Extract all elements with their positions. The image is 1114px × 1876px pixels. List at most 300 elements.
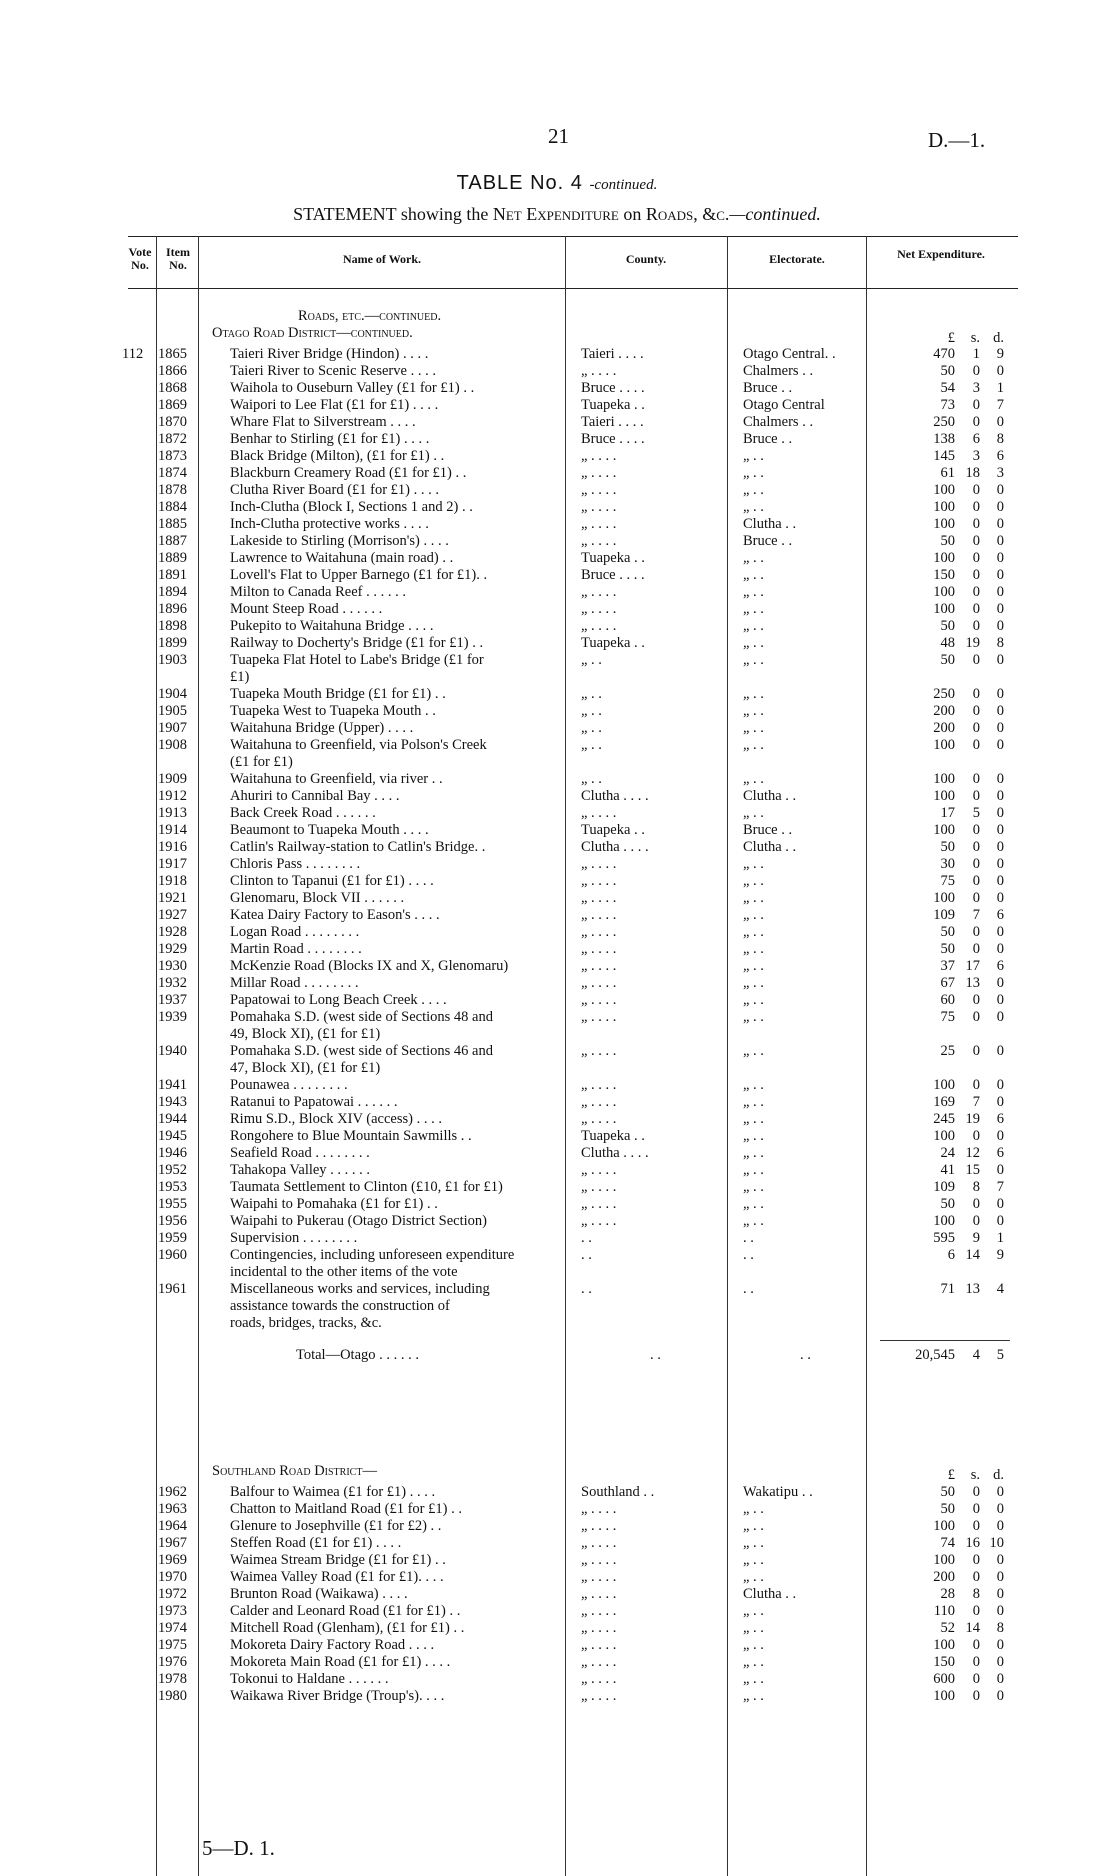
table-row xyxy=(0,1094,1114,1111)
item-number: 1873 xyxy=(158,448,187,464)
county: Bruce . . . . xyxy=(581,380,645,396)
work-name: 47, Block XI), (£1 for £1) xyxy=(230,1060,381,1076)
electorate: Bruce . . xyxy=(743,380,793,396)
county: Clutha . . . . xyxy=(581,1145,649,1161)
pence: 1 xyxy=(996,1230,1004,1246)
work-name: Inch-Clutha (Block I, Sections 1 and 2) . . xyxy=(230,499,473,515)
item-number: 1878 xyxy=(158,482,187,498)
electorate: „ . . xyxy=(743,1094,764,1110)
table-row xyxy=(0,975,1114,992)
work-name: Brunton Road (Waikawa) . . . . xyxy=(230,1586,408,1602)
item-number: 1921 xyxy=(158,890,187,906)
item-number: 1903 xyxy=(158,652,187,668)
pence: 6 xyxy=(996,1111,1004,1127)
work-name: Rongohere to Blue Mountain Sawmills . . xyxy=(230,1128,472,1144)
pence: 0 xyxy=(996,1671,1004,1687)
item-number: 1872 xyxy=(158,431,187,447)
pence: 0 xyxy=(996,924,1004,940)
table-row xyxy=(0,1247,1114,1264)
table-row xyxy=(0,1026,1114,1043)
shillings: 3 xyxy=(972,380,980,396)
shillings: 6 xyxy=(972,431,980,447)
shillings: 0 xyxy=(972,1518,980,1534)
table-row xyxy=(0,1586,1114,1603)
work-name: Taieri River Bridge (Hindon) . . . . xyxy=(230,346,429,362)
pounds: 100 xyxy=(933,771,955,787)
county: Tuapeka . . xyxy=(581,550,645,566)
electorate: „ . . xyxy=(743,567,764,583)
pence: 0 xyxy=(996,873,1004,889)
table-title-continued: -continued. xyxy=(589,177,658,193)
pence: 0 xyxy=(996,1603,1004,1619)
electorate: Clutha . . xyxy=(743,1586,797,1602)
county: „ . . . . xyxy=(581,975,617,991)
electorate: „ . . xyxy=(743,601,764,617)
item-number: 1955 xyxy=(158,1196,187,1212)
shillings: 0 xyxy=(972,788,980,804)
shillings: 0 xyxy=(972,686,980,702)
county: „ . . . . xyxy=(581,1552,617,1568)
county: „ . . . . xyxy=(581,1009,617,1025)
shillings: 0 xyxy=(972,839,980,855)
work-name: Chloris Pass . . . . . . . . xyxy=(230,856,361,872)
work-name: Catlin's Railway-station to Catlin's Bridge. . xyxy=(230,839,486,855)
table-row xyxy=(0,1145,1114,1162)
pence: 8 xyxy=(996,635,1004,651)
electorate: Chalmers . . xyxy=(743,414,814,430)
pence: 0 xyxy=(996,652,1004,668)
electorate: . . xyxy=(743,1247,754,1263)
item-number: 1961 xyxy=(158,1281,187,1297)
table-row xyxy=(0,1569,1114,1586)
pounds: 50 xyxy=(940,618,955,634)
pounds: 73 xyxy=(940,397,955,413)
table-row xyxy=(0,533,1114,550)
county: „ . . . . xyxy=(581,482,617,498)
county: „ . . . . xyxy=(581,1111,617,1127)
electorate: „ . . xyxy=(743,652,764,668)
shillings: 12 xyxy=(965,1145,980,1161)
item-number: 1869 xyxy=(158,397,187,413)
shillings: 0 xyxy=(972,1654,980,1670)
electorate: Otago Central. . xyxy=(743,346,836,362)
shillings: 0 xyxy=(972,1688,980,1704)
shillings: 0 xyxy=(972,1501,980,1517)
pence: 0 xyxy=(996,567,1004,583)
pounds: 50 xyxy=(940,1501,955,1517)
work-name: Beaumont to Tuapeka Mouth . . . . xyxy=(230,822,429,838)
table-row xyxy=(0,431,1114,448)
pence: 6 xyxy=(996,958,1004,974)
pounds: 71 xyxy=(940,1281,955,1297)
table-row xyxy=(0,1213,1114,1230)
shillings: 0 xyxy=(972,1196,980,1212)
work-name: Miscellaneous works and services, including xyxy=(230,1281,490,1297)
county: Taieri . . . . xyxy=(581,346,644,362)
shillings: 0 xyxy=(972,652,980,668)
table-row xyxy=(0,856,1114,873)
item-number: 1874 xyxy=(158,465,187,481)
otago-total-pounds: 20,545 xyxy=(915,1347,955,1363)
electorate: „ . . xyxy=(743,720,764,736)
electorate: „ . . xyxy=(743,856,764,872)
work-name: Back Creek Road . . . . . . xyxy=(230,805,376,821)
shillings: 8 xyxy=(972,1179,980,1195)
table-row xyxy=(0,1043,1114,1060)
pounds: 17 xyxy=(940,805,955,821)
shillings: 0 xyxy=(972,890,980,906)
table-row xyxy=(0,1315,1114,1332)
item-number: 1894 xyxy=(158,584,187,600)
electorate: „ . . xyxy=(743,1162,764,1178)
pence: 0 xyxy=(996,737,1004,753)
table-row xyxy=(0,992,1114,1009)
otago-total-electorate: . . xyxy=(800,1347,811,1363)
table-row xyxy=(0,516,1114,533)
electorate: „ . . xyxy=(743,1501,764,1517)
pence: 0 xyxy=(996,703,1004,719)
work-name: roads, bridges, tracks, &c. xyxy=(230,1315,382,1331)
shillings: 0 xyxy=(972,363,980,379)
work-name: Millar Road . . . . . . . . xyxy=(230,975,359,991)
shillings: 0 xyxy=(972,516,980,532)
work-name: Railway to Docherty's Bridge (£1 for £1) . . xyxy=(230,635,484,651)
county: Tuapeka . . xyxy=(581,397,645,413)
pounds: 100 xyxy=(933,550,955,566)
electorate: „ . . xyxy=(743,805,764,821)
table-row xyxy=(0,788,1114,805)
county: „ . . . . xyxy=(581,363,617,379)
item-number: 1916 xyxy=(158,839,187,855)
county: „ . . . . xyxy=(581,465,617,481)
item-number: 1970 xyxy=(158,1569,187,1585)
pence: 0 xyxy=(996,1213,1004,1229)
currency-header-otago xyxy=(0,330,1114,347)
shillings: 0 xyxy=(972,1043,980,1059)
electorate: „ . . xyxy=(743,1671,764,1687)
electorate: „ . . xyxy=(743,635,764,651)
shillings: 0 xyxy=(972,737,980,753)
pence: 7 xyxy=(996,1179,1004,1195)
work-name: Ratanui to Papatowai . . . . . . xyxy=(230,1094,398,1110)
pence: 0 xyxy=(996,805,1004,821)
statement-showing: showing the xyxy=(400,204,489,224)
pounds: 200 xyxy=(933,1569,955,1585)
item-number: 1887 xyxy=(158,533,187,549)
shillings: 0 xyxy=(972,1009,980,1025)
header-county: County. xyxy=(625,252,667,266)
county: „ . . . . xyxy=(581,1213,617,1229)
otago-total-shillings: 4 xyxy=(972,1347,980,1363)
work-name: Calder and Leonard Road (£1 for £1) . . xyxy=(230,1603,461,1619)
county: Clutha . . . . xyxy=(581,788,649,804)
county: „ . . xyxy=(581,652,602,668)
shillings: 7 xyxy=(972,1094,980,1110)
section-otago-district: Otago Road District—continued. xyxy=(212,325,413,341)
shillings: 0 xyxy=(972,771,980,787)
pounds: 595 xyxy=(933,1230,955,1246)
item-number: 1962 xyxy=(158,1484,187,1500)
electorate: „ . . xyxy=(743,1552,764,1568)
pence: 0 xyxy=(996,1518,1004,1534)
county: „ . . . . xyxy=(581,873,617,889)
county: „ . . . . xyxy=(581,1569,617,1585)
electorate: „ . . xyxy=(743,975,764,991)
table-row xyxy=(0,550,1114,567)
pence: 0 xyxy=(996,1552,1004,1568)
county: „ . . . . xyxy=(581,584,617,600)
work-name: Whare Flat to Silverstream . . . . xyxy=(230,414,416,430)
shillings: 3 xyxy=(972,448,980,464)
pence: 0 xyxy=(996,992,1004,1008)
table-row xyxy=(0,1009,1114,1026)
item-number: 1960 xyxy=(158,1247,187,1263)
table-row xyxy=(0,465,1114,482)
pence: 0 xyxy=(996,1196,1004,1212)
work-name: assistance towards the construction of xyxy=(230,1298,450,1314)
item-number: 1918 xyxy=(158,873,187,889)
shillings: 0 xyxy=(972,1637,980,1653)
work-name: Mount Steep Road . . . . . . xyxy=(230,601,383,617)
electorate: „ . . xyxy=(743,1196,764,1212)
county: Bruce . . . . xyxy=(581,431,645,447)
item-number: 1972 xyxy=(158,1586,187,1602)
work-name: Rimu S.D., Block XIV (access) . . . . xyxy=(230,1111,442,1127)
statement-net-expenditure: Net Expenditure xyxy=(492,204,619,224)
electorate: „ . . xyxy=(743,584,764,600)
electorate: „ . . xyxy=(743,448,764,464)
item-number: 1899 xyxy=(158,635,187,651)
item-number: 1870 xyxy=(158,414,187,430)
pounds: 30 xyxy=(940,856,955,872)
item-number: 1940 xyxy=(158,1043,187,1059)
item-number: 1896 xyxy=(158,601,187,617)
pounds: 50 xyxy=(940,652,955,668)
county: „ . . . . xyxy=(581,1535,617,1551)
header-item-no: Item No. xyxy=(166,245,190,272)
table-row xyxy=(0,499,1114,516)
pounds: 100 xyxy=(933,822,955,838)
pounds: 50 xyxy=(940,839,955,855)
pence: 0 xyxy=(996,618,1004,634)
shillings: 0 xyxy=(972,1671,980,1687)
work-name: Lawrence to Waitahuna (main road) . . xyxy=(230,550,454,566)
pence: 9 xyxy=(996,346,1004,362)
pounds: 50 xyxy=(940,924,955,940)
pence: 0 xyxy=(996,720,1004,736)
pounds: 100 xyxy=(933,601,955,617)
pounds: 28 xyxy=(940,1586,955,1602)
item-number: 1946 xyxy=(158,1145,187,1161)
table-row xyxy=(0,1077,1114,1094)
electorate: „ . . xyxy=(743,1535,764,1551)
pence-label: d. xyxy=(993,330,1004,346)
item-number: 1913 xyxy=(158,805,187,821)
table-row xyxy=(0,1637,1114,1654)
electorate: „ . . xyxy=(743,1518,764,1534)
pounds: 60 xyxy=(940,992,955,1008)
electorate: „ . . xyxy=(743,941,764,957)
electorate: Clutha . . xyxy=(743,788,797,804)
shillings: 17 xyxy=(965,958,980,974)
item-number: 1964 xyxy=(158,1518,187,1534)
pence: 0 xyxy=(996,788,1004,804)
shillings: 0 xyxy=(972,1213,980,1229)
pence: 0 xyxy=(996,1077,1004,1093)
pounds: 100 xyxy=(933,1213,955,1229)
work-name: Blackburn Creamery Road (£1 for £1) . . xyxy=(230,465,467,481)
county: „ . . . . xyxy=(581,499,617,515)
item-number: 1963 xyxy=(158,1501,187,1517)
table-row xyxy=(0,1671,1114,1688)
pounds: 200 xyxy=(933,720,955,736)
pounds: 100 xyxy=(933,482,955,498)
item-number: 1898 xyxy=(158,618,187,634)
electorate: „ . . xyxy=(743,482,764,498)
table-row xyxy=(0,1501,1114,1518)
electorate: „ . . xyxy=(743,686,764,702)
item-number: 1939 xyxy=(158,1009,187,1025)
item-number: 1967 xyxy=(158,1535,187,1551)
electorate: Wakatipu . . xyxy=(743,1484,813,1500)
county: „ . . . . xyxy=(581,1501,617,1517)
pounds: 100 xyxy=(933,1637,955,1653)
item-number: 1917 xyxy=(158,856,187,872)
electorate: „ . . xyxy=(743,1569,764,1585)
electorate: „ . . xyxy=(743,873,764,889)
pence: 10 xyxy=(989,1535,1004,1551)
county: „ . . xyxy=(581,771,602,787)
pounds: 41 xyxy=(940,1162,955,1178)
table-row xyxy=(0,737,1114,754)
table-row xyxy=(0,1179,1114,1196)
shillings: 8 xyxy=(972,1586,980,1602)
county: „ . . xyxy=(581,737,602,753)
county: „ . . . . xyxy=(581,890,617,906)
county: „ . . . . xyxy=(581,516,617,532)
county: . . xyxy=(581,1247,592,1263)
table-title xyxy=(0,172,1114,195)
pounds: 75 xyxy=(940,873,955,889)
pounds: 100 xyxy=(933,499,955,515)
pounds: 74 xyxy=(940,1535,955,1551)
electorate: „ . . xyxy=(743,890,764,906)
pence: 0 xyxy=(996,1484,1004,1500)
item-number: 1927 xyxy=(158,907,187,923)
item-number: 1943 xyxy=(158,1094,187,1110)
currency-header-southland xyxy=(0,1467,1114,1484)
electorate: Clutha . . xyxy=(743,839,797,855)
pounds: 24 xyxy=(940,1145,955,1161)
shillings: 0 xyxy=(972,856,980,872)
work-name: Benhar to Stirling (£1 for £1) . . . . xyxy=(230,431,430,447)
pence: 6 xyxy=(996,907,1004,923)
table-row xyxy=(0,1654,1114,1671)
shillings-label: s. xyxy=(970,1467,980,1483)
electorate: „ . . xyxy=(743,771,764,787)
item-number: 1908 xyxy=(158,737,187,753)
county: „ . . . . xyxy=(581,1637,617,1653)
shillings-label: s. xyxy=(970,330,980,346)
pounds-label: £ xyxy=(947,1467,955,1483)
pence: 0 xyxy=(996,584,1004,600)
pence: 0 xyxy=(996,1043,1004,1059)
electorate: „ . . xyxy=(743,618,764,634)
pence: 0 xyxy=(996,1128,1004,1144)
electorate: Chalmers . . xyxy=(743,363,814,379)
item-number: 1976 xyxy=(158,1654,187,1670)
pence: 0 xyxy=(996,1654,1004,1670)
work-name: Tokonui to Haldane . . . . . . xyxy=(230,1671,389,1687)
table-row xyxy=(0,346,1114,363)
table-row xyxy=(0,448,1114,465)
table-row xyxy=(0,1128,1114,1145)
work-name: Mokoreta Main Road (£1 for £1) . . . . xyxy=(230,1654,451,1670)
pounds: 109 xyxy=(933,907,955,923)
item-number: 1909 xyxy=(158,771,187,787)
pence: 3 xyxy=(996,465,1004,481)
work-name: Milton to Canada Reef . . . . . . xyxy=(230,584,406,600)
pence: 0 xyxy=(996,890,1004,906)
work-name: Ahuriri to Cannibal Bay . . . . xyxy=(230,788,400,804)
pence: 0 xyxy=(996,482,1004,498)
work-name: 49, Block XI), (£1 for £1) xyxy=(230,1026,381,1042)
electorate: „ . . xyxy=(743,465,764,481)
table-row xyxy=(0,720,1114,737)
header-vote-no: Vote No. xyxy=(128,245,152,272)
section-roads-continued: Roads, etc.—continued. xyxy=(298,308,442,324)
item-number: 1928 xyxy=(158,924,187,940)
county: „ . . . . xyxy=(581,1688,617,1704)
shillings: 0 xyxy=(972,533,980,549)
item-number: 1945 xyxy=(158,1128,187,1144)
table-row xyxy=(0,958,1114,975)
electorate: „ . . xyxy=(743,1620,764,1636)
table-row xyxy=(0,822,1114,839)
electorate: „ . . xyxy=(743,737,764,753)
item-number: 1929 xyxy=(158,941,187,957)
county: Southland . . xyxy=(581,1484,655,1500)
pence: 0 xyxy=(996,856,1004,872)
pence: 0 xyxy=(996,533,1004,549)
county: „ . . . . xyxy=(581,1671,617,1687)
page-number: 21 xyxy=(548,124,569,148)
pounds: 54 xyxy=(940,380,955,396)
pence: 0 xyxy=(996,601,1004,617)
shillings: 0 xyxy=(972,397,980,413)
pounds: 200 xyxy=(933,703,955,719)
table-row xyxy=(0,584,1114,601)
electorate: „ . . xyxy=(743,1077,764,1093)
otago-total-county: . . xyxy=(650,1347,661,1363)
county: „ . . . . xyxy=(581,533,617,549)
statement-continued: —continued. xyxy=(729,204,821,224)
shillings: 18 xyxy=(965,465,980,481)
work-name: Waimea Valley Road (£1 for £1). . . . xyxy=(230,1569,444,1585)
pounds: 50 xyxy=(940,1196,955,1212)
header-net-expenditure: Net Expenditure. xyxy=(897,247,985,261)
statement-roads: Roads, &c. xyxy=(645,204,730,224)
pounds: 50 xyxy=(940,1484,955,1500)
shillings: 0 xyxy=(972,1484,980,1500)
county: „ . . . . xyxy=(581,618,617,634)
shillings: 0 xyxy=(972,567,980,583)
table-row xyxy=(0,1264,1114,1281)
shillings: 16 xyxy=(965,1535,980,1551)
header-electorate: Electorate. xyxy=(769,252,825,266)
table-row xyxy=(0,414,1114,431)
pence: 9 xyxy=(996,1247,1004,1263)
